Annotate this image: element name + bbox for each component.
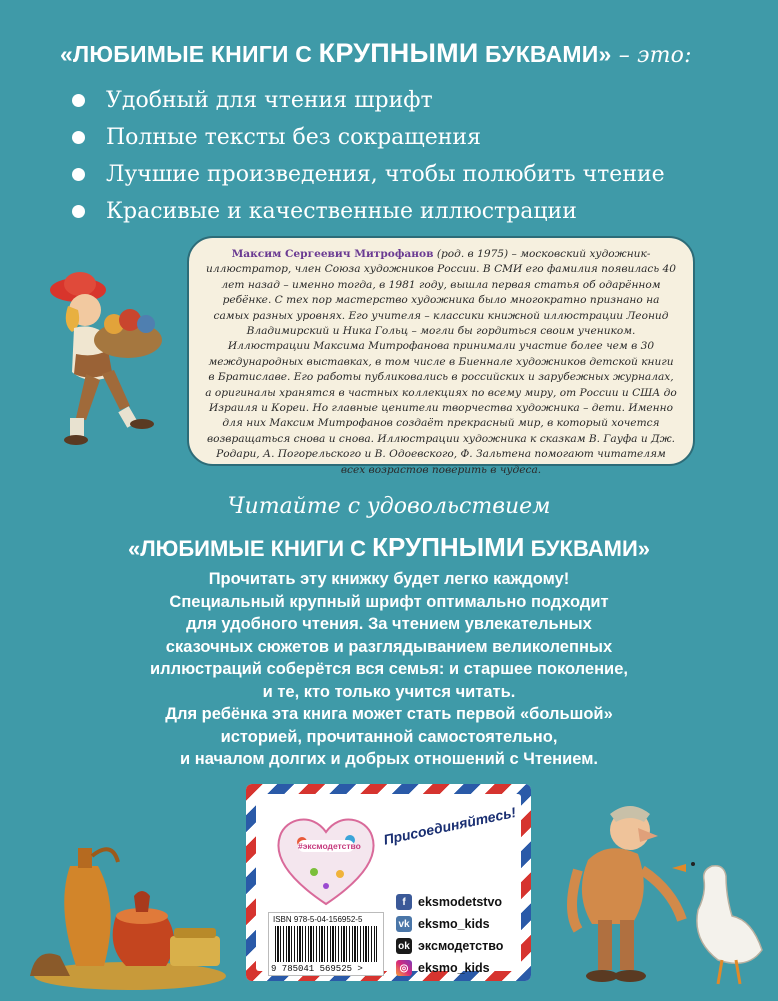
feature-text: Красивые и качественные иллюстрации bbox=[106, 199, 577, 224]
social-handle: eksmo_kids bbox=[418, 961, 490, 975]
description-line: сказочных сюжетов и разглядыванием великолепных bbox=[165, 637, 613, 656]
social-link-ok[interactable] bbox=[396, 935, 503, 957]
feature-list bbox=[72, 82, 665, 230]
boy-with-basket-illustration bbox=[30, 262, 180, 452]
headline-big-word: КРУПНЫМИ bbox=[318, 38, 479, 68]
ok-icon: ok bbox=[396, 938, 412, 954]
headline-part: «ЛЮБИМЫЕ КНИГИ С bbox=[127, 536, 373, 561]
headline-part: БУКВАМИ» bbox=[524, 536, 651, 561]
illustrator-name: Максим Сергеевич Митрофанов bbox=[231, 248, 434, 260]
feature-text: Удобный для чтения шрифт bbox=[106, 88, 433, 113]
instagram-icon: ◎ bbox=[396, 960, 412, 976]
isbn-number: ISBN 978-5-04-156952-5 bbox=[273, 915, 363, 924]
hashtag-label: #эксмодетство bbox=[298, 841, 361, 851]
headline-big-word: КРУПНЫМИ bbox=[372, 532, 525, 562]
social-link-vk[interactable] bbox=[396, 913, 503, 935]
feature-text: Полные тексты без сокращения bbox=[106, 125, 481, 150]
heart-badge bbox=[274, 810, 378, 910]
feature-text: Лучшие произведения, чтобы полюбить чтение bbox=[106, 162, 665, 187]
join-us-label: Присоединяйтесь! bbox=[382, 803, 518, 848]
series-headline bbox=[60, 38, 740, 69]
description-line: и началом долгих и добрых отношений с Чтением. bbox=[180, 750, 598, 768]
description-line: и те, кто только учится читать. bbox=[262, 682, 516, 701]
social-links bbox=[396, 891, 503, 979]
read-with-pleasure-title: Читайте с удовольствием bbox=[227, 494, 551, 519]
isbn-barcode-box bbox=[268, 912, 384, 976]
vk-icon: vk bbox=[396, 916, 412, 932]
social-card bbox=[246, 784, 531, 981]
headline-part: БУКВАМИ» bbox=[478, 41, 612, 67]
oriental-pottery-illustration bbox=[30, 826, 230, 996]
feature-item bbox=[72, 82, 665, 119]
bullet-icon bbox=[72, 131, 85, 144]
bullet-icon bbox=[72, 168, 85, 181]
description-line: Прочитать эту книжку будет легко каждому! bbox=[208, 570, 570, 588]
social-handle: эксмодетство bbox=[418, 939, 504, 953]
barcode bbox=[275, 926, 377, 962]
description-line: для удобного чтения. За чтением увлекательных bbox=[186, 615, 592, 633]
description-line: Для ребёнка эта книга может стать первой «большой» bbox=[165, 705, 613, 723]
feature-item bbox=[72, 193, 665, 230]
card-inner bbox=[256, 794, 521, 975]
illustrator-bio-text: (род. в 1975) – московский художник-иллюстратор, член Союза художников России. В СМИ его фамилия появилась 40 лет назад – именно тогда, в 1981 году, вышла первая статья об одарённом ребёнке. С тех пор мастерство художника было многократно признано на самых разных уровнях. Его учителя – классики книжной иллюстрации Леонид Владимирский и Ника Гольц – могли бы гордиться своим учеником. Иллюстрации Максима Митрофанова принимали участие более чем в 30 международных выставках, в том числе в Биеннале художников детской книги в Братиславе. Его работы публиковались в российских и зарубежных журналах, а оригиналы хранятся в частных коллекциях по всему миру, от России и США до Израиля и Кореи. Но главные ценители творчества художника – дети. Именно для них Максим Митрофанов создаёт прекрасный мир, в который хочется возвращаться снова и снова. Иллюстрации художника к сказкам В. Гауфа и Дж. Родари, А. Погорельского и В. Одоевского, Ф. Зальтена помогают читателям всех возрастов поверить в чудеса. bbox=[205, 248, 677, 476]
barcode-number: 9 785041 569525 > bbox=[271, 964, 363, 974]
headline-part: «ЛЮБИМЫЕ КНИГИ С bbox=[60, 41, 319, 67]
headline-tail: – это: bbox=[611, 43, 692, 68]
dwarf-with-goose-illustration bbox=[548, 800, 770, 995]
facebook-icon: f bbox=[396, 894, 412, 910]
feature-item bbox=[72, 156, 665, 193]
book-description bbox=[0, 568, 778, 771]
feature-item bbox=[72, 119, 665, 156]
heart-icon bbox=[274, 810, 378, 910]
social-handle: eksmodetstvo bbox=[418, 895, 503, 909]
bullet-icon bbox=[72, 205, 85, 218]
illustrator-bio-box bbox=[187, 236, 695, 476]
description-line: Специальный крупный шрифт оптимально подходит bbox=[169, 592, 609, 611]
description-line: историей, прочитанной самостоятельно, bbox=[220, 727, 558, 746]
description-line: иллюстраций соберётся вся семья: и старшее поколение, bbox=[150, 660, 628, 678]
social-link-facebook[interactable] bbox=[396, 891, 503, 913]
social-handle: eksmo_kids bbox=[418, 917, 490, 931]
bullet-icon bbox=[72, 94, 85, 107]
social-link-instagram[interactable] bbox=[396, 957, 503, 979]
series-headline-secondary bbox=[0, 532, 778, 563]
